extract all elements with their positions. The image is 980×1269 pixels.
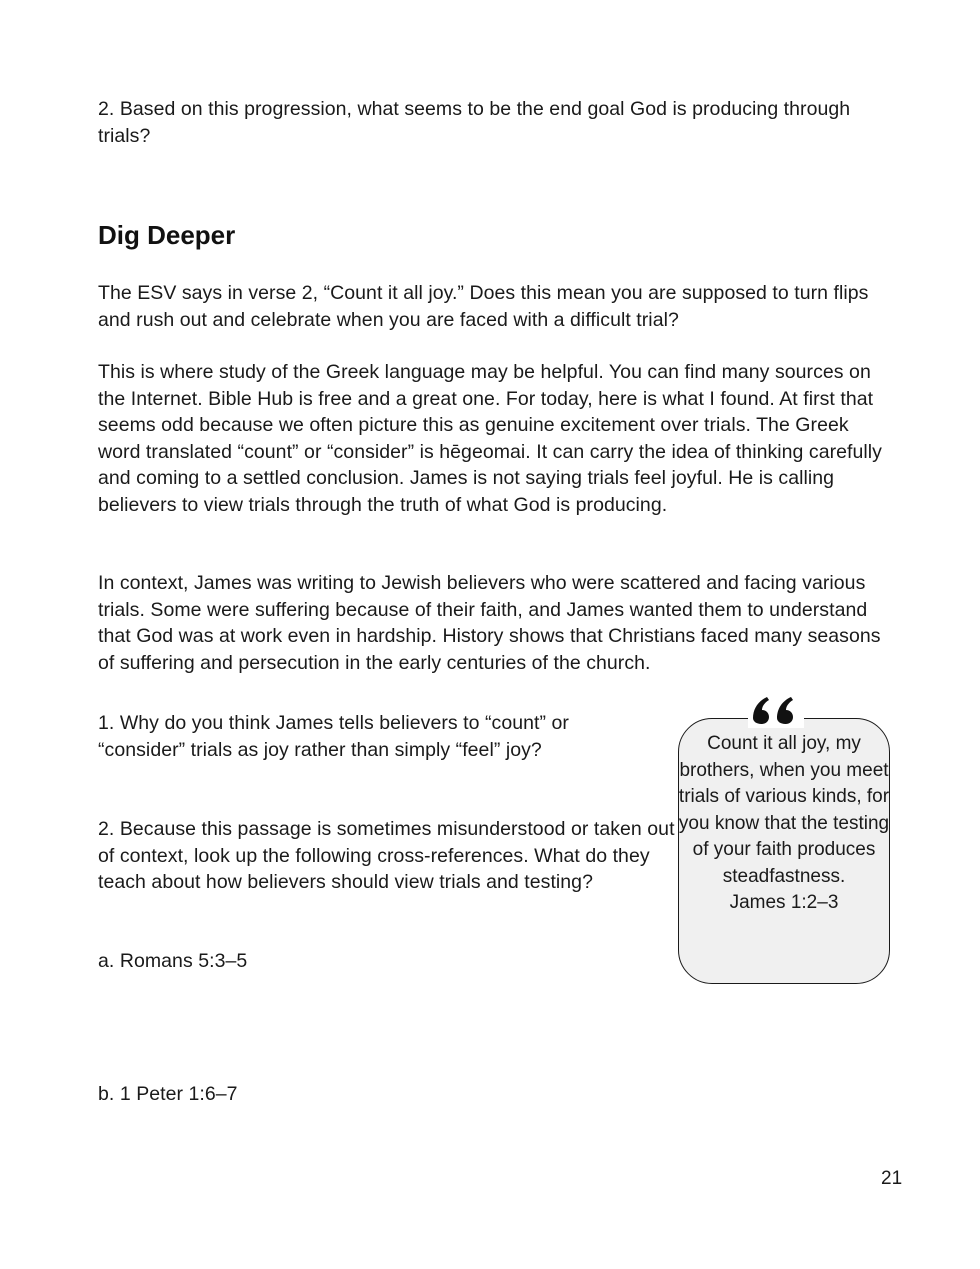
page-number: 21	[881, 1168, 903, 1189]
greek-study-paragraph: This is where study of the Greek language may be helpful. You can find many sources on the Internet. Bible Hub is free and a great one. For today, here is what I found. At first that seems odd because we often picture this as genuine excitement over trials. The Greek word translated “count” or “consider” is hēgeomai. It can carry the idea of thinking carefully and coming to a settled conclusion. James is not saying trials feel joyful. He is calling believers to view trials through the truth of what God is producing.	[98, 361, 882, 516]
question-1: 1. Why do you think James tells believers to “count” or “consider” trials as joy rather than simply “feel” joy?	[98, 712, 569, 761]
quote-marks-icon	[748, 692, 804, 728]
reference-romans: a. Romans 5:3–5	[98, 950, 248, 972]
intro-paragraph: The ESV says in verse 2, “Count it all joy.” Does this mean you are supposed to turn flips and rush out and celebrate when you are faced with a difficult trial?	[98, 282, 869, 331]
pull-quote-citation: James 1:2–3	[729, 892, 839, 913]
context-paragraph: In context, James was writing to Jewish believers who were scattered and facing various trials. Some were suffering because of their faith, and James wanted them to understand that God was at work even in hardship. History shows that Christians faced many seasons of suffering and persecution in the early centuries of the church.	[98, 572, 881, 674]
progression-question: 2. Based on this progression, what seems to be the end goal God is producing through trials?	[98, 98, 851, 147]
pull-quote-text: Count it all joy, my brothers, when you meet trials of various kinds, for you know that the testing of your faith produces steadfastness. James 1:2–3	[678, 733, 890, 913]
question-2: 2. Because this passage is sometimes misunderstood or taken out of context, look up the following cross-references. What do they teach about how believers should view trials and testing?	[98, 818, 675, 893]
section-heading: Dig Deeper	[98, 220, 236, 250]
reference-peter: b. 1 Peter 1:6–7	[98, 1083, 238, 1105]
